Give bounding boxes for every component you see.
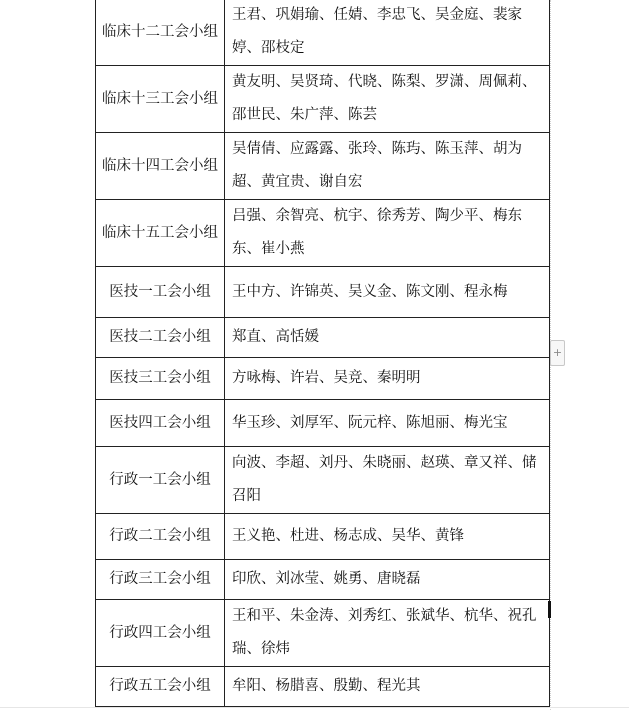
- group-name-cell[interactable]: 临床十五工会小组: [96, 200, 225, 267]
- table-row: [96, 400, 550, 447]
- table-row: [96, 447, 550, 514]
- table-row: [96, 560, 550, 600]
- group-name-cell[interactable]: 临床十三工会小组: [96, 66, 225, 133]
- group-members-cell[interactable]: 郑直、高恬媛: [225, 318, 550, 358]
- group-name-cell[interactable]: 医技二工会小组: [96, 318, 225, 358]
- group-members-cell[interactable]: 王中方、许锦英、吴义金、陈文刚、程永梅: [225, 267, 550, 318]
- page-bottom-edge: [0, 707, 629, 708]
- table-row: [96, 200, 550, 267]
- table-row: [96, 318, 550, 358]
- table-row: [96, 267, 550, 318]
- group-members-cell[interactable]: 牟阳、杨腊喜、殷勤、程光其: [225, 667, 550, 707]
- group-name-cell[interactable]: 行政三工会小组: [96, 560, 225, 600]
- table-row: [96, 358, 550, 400]
- group-members-cell[interactable]: 向波、李超、刘丹、朱晓丽、赵瑛、章又祥、储召阳: [225, 447, 550, 514]
- group-name-cell[interactable]: 行政四工会小组: [96, 600, 225, 667]
- group-members-cell[interactable]: 王义艳、杜进、杨志成、吴华、黄锋: [225, 514, 550, 560]
- group-members-cell[interactable]: 王君、巩娟瑜、任婧、李忠飞、吴金庭、裴家婷、邵枝定: [225, 0, 550, 66]
- group-name-cell[interactable]: 医技三工会小组: [96, 358, 225, 400]
- table-row: [96, 66, 550, 133]
- group-name-cell[interactable]: 医技四工会小组: [96, 400, 225, 447]
- group-members-cell[interactable]: 王和平、朱金涛、刘秀红、张斌华、杭华、祝孔瑞、徐炜: [225, 600, 550, 667]
- group-name-cell[interactable]: 临床十二工会小组: [96, 0, 225, 66]
- text-cursor: [548, 601, 551, 618]
- add-row-button[interactable]: +: [550, 340, 565, 366]
- table-row: [96, 667, 550, 707]
- table-row: [96, 0, 550, 66]
- table-row: [96, 133, 550, 200]
- group-name-cell[interactable]: 医技一工会小组: [96, 267, 225, 318]
- union-group-table: [95, 0, 550, 707]
- group-members-cell[interactable]: 吴倩倩、应露露、张玲、陈玙、陈玉萍、胡为超、黄宜贵、谢自宏: [225, 133, 550, 200]
- group-members-cell[interactable]: 方咏梅、许岩、吴竞、秦明明: [225, 358, 550, 400]
- group-name-cell[interactable]: 临床十四工会小组: [96, 133, 225, 200]
- table-row: [96, 600, 550, 667]
- group-members-cell[interactable]: 华玉珍、刘厚军、阮元梓、陈旭丽、梅光宝: [225, 400, 550, 447]
- group-members-cell[interactable]: 吕强、余智亮、杭宇、徐秀芳、陶少平、梅东东、崔小燕: [225, 200, 550, 267]
- group-members-cell[interactable]: 黄友明、吴贤琦、代晓、陈梨、罗潇、周佩莉、邵世民、朱广萍、陈芸: [225, 66, 550, 133]
- group-name-cell[interactable]: 行政五工会小组: [96, 667, 225, 707]
- group-name-cell[interactable]: 行政一工会小组: [96, 447, 225, 514]
- group-name-cell[interactable]: 行政二工会小组: [96, 514, 225, 560]
- table-row: [96, 514, 550, 560]
- group-members-cell[interactable]: 印欣、刘冰莹、姚勇、唐晓磊: [225, 560, 550, 600]
